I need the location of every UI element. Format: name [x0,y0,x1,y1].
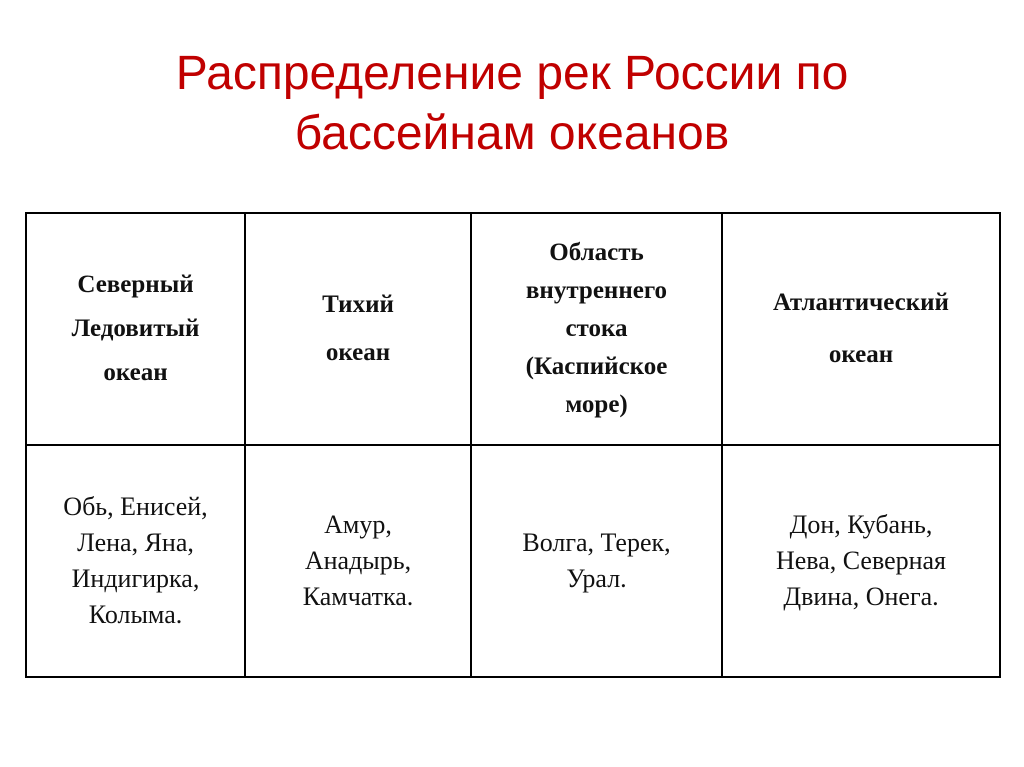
cell-pacific-rivers [245,445,471,677]
cell-text: Нева, Северная [775,546,947,575]
header-text: океан [325,339,391,366]
cell-text: Амур, [324,510,392,539]
table-header-row [26,213,1000,445]
cell-text: Анадырь, [304,546,412,575]
header-text: Тихий [322,291,394,318]
header-text: океан [828,341,894,368]
cell-text: Обь, Енисей, [63,492,208,521]
header-cell-arctic-ocean [26,213,245,445]
header-text: Северный [77,271,194,298]
cell-text: Урал. [566,564,627,593]
table-row [26,445,1000,677]
header-cell-internal-drainage [471,213,722,445]
cell-text: Волга, Терек, [522,528,671,557]
header-text: Область [549,239,644,266]
header-cell-atlantic-ocean [722,213,1000,445]
header-text: внутреннего [525,277,668,304]
header-text: море) [565,391,628,418]
cell-internal-drainage-rivers [471,445,722,677]
header-text: Ледовитый [71,315,200,342]
slide-title [0,44,1024,164]
cell-text: Лена, Яна, [77,528,194,557]
slide-title-line-1: Распределение рек России по [175,47,849,100]
river-basins-table [25,212,1001,678]
cell-atlantic-rivers [722,445,1000,677]
cell-text: Индигирка, [71,564,200,593]
cell-text: Колыма. [88,600,183,629]
cell-arctic-rivers [26,445,245,677]
cell-text: Дон, Кубань, [789,510,933,539]
header-text: стока [565,315,628,342]
cell-text: Двина, Онега. [783,582,939,611]
cell-text: Камчатка. [302,582,414,611]
slide-title-line-2: бассейнам океанов [294,107,730,160]
header-cell-pacific-ocean [245,213,471,445]
header-text: (Каспийское [525,353,668,380]
header-text: Атлантический [773,289,949,316]
header-text: океан [103,359,168,386]
